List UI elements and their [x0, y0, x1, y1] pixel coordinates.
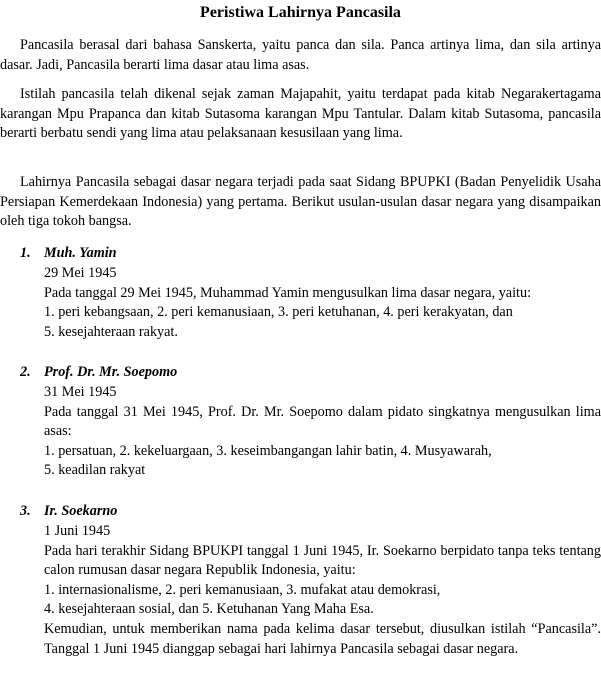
item-line: Kemudian, untuk memberikan nama pada kelima dasar tersebut, diusulkan istilah “Pancasila”. Tanggal 1 Juni 1945 dianggap sebagai hari lahirnya Pancasila sebagai dasar negara. [44, 620, 601, 657]
item-line: 1. internasionalisme, 2. peri kemanusiaan, 3. mufakat atau demokrasi, [44, 581, 441, 598]
item-line: 5. keadilan rakyat [44, 462, 146, 479]
item-heading [0, 363, 601, 383]
item-number: 3. [20, 503, 31, 519]
list-item-soekarno [0, 502, 601, 659]
item-number: 1. [20, 245, 31, 261]
item-name: Ir. Soekarno [44, 503, 118, 519]
item-line: Pada hari terakhir Sidang BPUKPI tanggal 1 Juni 1945, Ir. Soekarno berpidato tanpa teks tentang calon rumusan dasar negara Republik Indonesia, yaitu: [44, 542, 601, 579]
item-number: 2. [20, 364, 31, 380]
item-name: Muh. Yamin [44, 245, 117, 261]
list-item-soepomo [0, 363, 601, 481]
item-heading [0, 502, 601, 522]
paragraph-bpupki-session: Lahirnya Pancasila sebagai dasar negara terjadi pada saat Sidang BPUPKI (Badan Penyelidik Usaha Persiapan Kemerdekaan Indonesia) yang pertama. Berikut usulan-usulan dasar negara yang disampaikan oleh tiga tokoh bangsa. [0, 174, 601, 230]
item-body [44, 383, 601, 481]
item-line: Pada tanggal 29 Mei 1945, Muhammad Yamin mengusulkan lima dasar negara, yaitu: [44, 284, 532, 301]
paragraph-majapahit-history: Istilah pancasila telah dikenal sejak zaman Majapahit, yaitu terdapat pada kitab Negarakertagama karangan Mpu Prapanca dan kitab Sutasoma karangan Mpu Tantular. Dalam kitab Sutasoma, pancasila berarti berbatu sendi yang lima atau pelaksanaan kesusilaan yang lima. [0, 86, 601, 142]
item-line: 4. kesejahteraan sosial, dan 5. Ketuhanan Yang Maha Esa. [44, 601, 374, 618]
item-date: 1 Juni 1945 [44, 523, 111, 539]
item-name: Prof. Dr. Mr. Soepomo [44, 364, 178, 380]
item-line: Pada tanggal 31 Mei 1945, Prof. Dr. Mr. Soepomo dalam pidato singkatnya mengusulkan lima asas: [44, 403, 601, 440]
item-body [44, 522, 601, 659]
list-item-muh-yamin [0, 244, 601, 342]
paragraph-pancasila-origin: Pancasila berasal dari bahasa Sanskerta, yaitu panca dan sila. Panca artinya lima, dan sila artinya dasar. Jadi, Pancasila berarti lima dasar atau lima asas. [0, 37, 601, 73]
item-date: 31 Mei 1945 [44, 384, 117, 400]
item-line: 1. peri kebangsaan, 2. peri kemanusiaan, 3. peri ketuhanan, 4. peri kerakyatan, dan [44, 304, 513, 321]
item-line: 5. kesejahteraan rakyat. [44, 323, 178, 340]
document-title: Peristiwa Lahirnya Pancasila [200, 4, 401, 21]
item-date: 29 Mei 1945 [44, 265, 117, 281]
item-heading [0, 244, 601, 264]
item-body [44, 264, 601, 342]
item-line: 1. persatuan, 2. kekeluargaan, 3. keseimbangangan lahir batin, 4. Musyawarah, [44, 442, 492, 459]
